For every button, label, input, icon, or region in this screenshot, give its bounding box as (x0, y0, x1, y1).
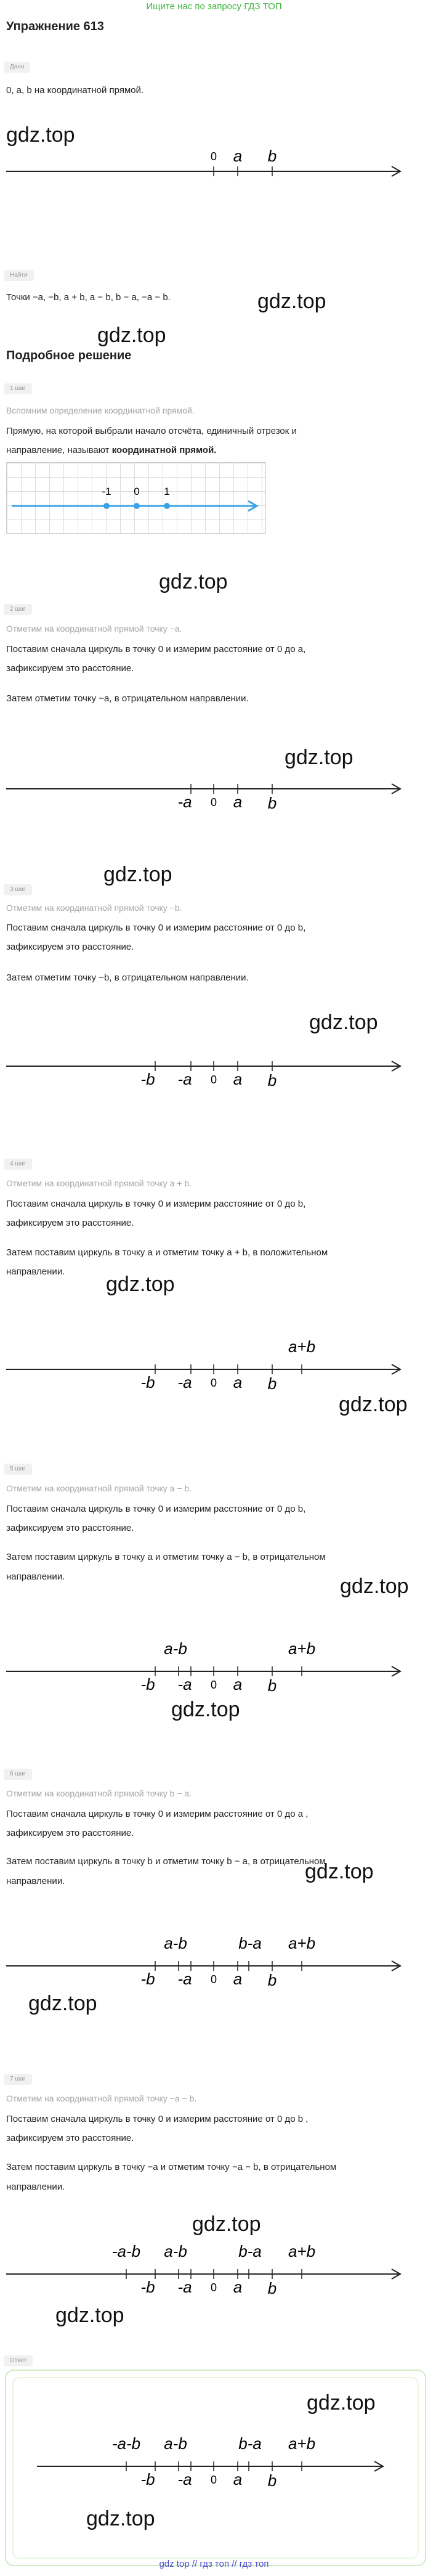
tick-label: a+b (288, 2242, 316, 2260)
tick-label: b-a (238, 2242, 262, 2260)
step-text: Затем поставим циркуль в точку −a и отметим точку −a − b, в отрицательном (6, 2162, 337, 2172)
watermark: gdz.top (103, 863, 172, 886)
tick-label: -b (140, 2278, 155, 2296)
tick-label: 0 (210, 796, 217, 809)
watermark: gdz.top (159, 570, 228, 593)
tick-label: 0 (210, 1377, 217, 1389)
watermark: gdz.top (307, 2391, 376, 2415)
tick-label: b (267, 2279, 277, 2297)
watermark: gdz.top (28, 1992, 97, 2015)
tick-label: a+b (288, 2434, 316, 2453)
step-hint: Отметим на координатной прямой точку a − b. (6, 1483, 192, 1493)
step-chip: 4 шаг (4, 1159, 32, 1170)
tick-label: -b (140, 1675, 155, 1694)
number-line-given (0, 142, 428, 188)
number-line-step-7 (0, 2230, 428, 2307)
tick-label: -a (177, 1070, 192, 1088)
tick-label: b (267, 2471, 277, 2490)
step-text: направлении. (6, 1266, 65, 1277)
step-text: зафиксируем это расстояние. (6, 942, 134, 952)
number-line-step-2 (0, 770, 428, 817)
tick-label: -a (177, 1675, 192, 1694)
tick-label: 0 (210, 150, 217, 163)
step-text: направлении. (6, 1571, 65, 1582)
step-text: направлении. (6, 1876, 65, 1886)
tick-label: -a (177, 2278, 192, 2296)
tick-label: -b (140, 2470, 155, 2488)
step-text: зафиксируем это расстояние. (6, 1828, 134, 1838)
step-hint: Вспомним определение координатной прямой. (6, 406, 195, 415)
tick-label: a-b (164, 1934, 187, 1952)
page-title: Упражнение 613 (6, 20, 104, 33)
step-text: Поставим сначала циркуль в точку 0 и измерим расстояние от 0 до b, (6, 1199, 306, 1209)
step-text: Поставим сначала циркуль в точку 0 и измерим расстояние от 0 до b , (6, 2114, 309, 2124)
tick-label: a (233, 1373, 243, 1392)
watermark: gdz.top (257, 290, 326, 313)
tick-label: a (233, 1970, 243, 1988)
tick-label: -b (140, 1070, 155, 1088)
tick-label: a (233, 147, 243, 165)
tick-label: b-a (238, 2434, 262, 2453)
step-text: Прямую, на которой выбрали начало отсчёта, единичный отрезок и (6, 426, 297, 436)
tick-label: a (233, 1675, 243, 1694)
tick-label: -a-b (111, 2434, 141, 2453)
tick-label: b-a (238, 1934, 262, 1952)
step-text: зафиксируем это расстояние. (6, 663, 134, 674)
given-text: 0, a, b на координатной прямой. (6, 85, 144, 96)
step-chip: 6 шаг (4, 1769, 32, 1780)
step-text: зафиксируем это расстояние. (6, 1523, 134, 1533)
step-text: Затем поставим циркуль в точку a и отметим точку a + b, в положительном (6, 1247, 328, 1258)
step-text: направлении. (6, 2182, 65, 2192)
step-text: Поставим сначала циркуль в точку 0 и измерим расстояние от 0 до b, (6, 923, 306, 933)
watermark: gdz.top (97, 324, 166, 347)
number-line-answer (0, 2422, 428, 2499)
step-hint: Отметим на координатной прямой точку −b. (6, 903, 182, 913)
step-text: Поставим сначала циркуль в точку 0 и измерим расстояние от 0 до a , (6, 1809, 309, 1819)
watermark: gdz.top (340, 1575, 409, 1598)
watermark: gdz.top (192, 2212, 261, 2236)
tick-label: a+b (288, 1337, 316, 1356)
step-text-bold: координатной прямой. (111, 445, 217, 455)
solution-title: Подробное решение (6, 349, 132, 362)
tick-label: -a (177, 1373, 192, 1392)
step-hint: Отметим на координатной прямой точку −a. (6, 624, 182, 634)
step-chip: 3 шаг (4, 884, 32, 895)
tick-label: b (267, 1971, 277, 1989)
step-text-plain: направление, называют (6, 445, 112, 455)
step-text: Затем отметим точку −b, в отрицательном направлении. (6, 972, 249, 983)
step-text: Затем поставим циркуль в точку a и отметим точку a − b, в отрицательном (6, 1552, 326, 1562)
step-text: Поставим сначала циркуль в точку 0 и измерим расстояние от 0 до b, (6, 1504, 306, 1514)
find-chip: Найти (4, 270, 34, 281)
number-line-step-6 (0, 1922, 428, 1999)
step-hint: Отметим на координатной прямой точку b − a. (6, 1788, 192, 1798)
watermark: gdz.top (309, 1011, 378, 1034)
watermark: gdz.top (285, 746, 353, 769)
footer-links[interactable]: gdz top // гдз топ // гдз топ (159, 2559, 269, 2569)
find-text: Точки −a, −b, a + b, a − b, b − a, −a − b. (6, 292, 171, 303)
tick-label: b (267, 147, 277, 165)
step-chip: 7 шаг (4, 2074, 32, 2085)
tick-label: -a (177, 1970, 192, 1988)
number-line-step-3 (0, 1048, 428, 1094)
step-text: Поставим сначала циркуль в точку 0 и измерим расстояние от 0 до a, (6, 644, 306, 654)
tick-label: a (233, 793, 243, 811)
step-text: Затем поставим циркуль в точку b и отметим точку b − a, в отрицательном (6, 1856, 326, 1867)
step-chip: 1 шаг (4, 383, 32, 394)
step-chip: 5 шаг (4, 1464, 32, 1475)
tick-label: a-b (164, 2242, 187, 2260)
tick-label: 0 (210, 1679, 217, 1691)
tick-label: a-b (164, 2434, 187, 2453)
step-text: зафиксируем это расстояние. (6, 1218, 134, 1228)
number-line-step-4 (0, 1325, 428, 1402)
tick-label: a+b (288, 1639, 316, 1658)
watermark: gdz.top (339, 1393, 408, 1416)
grid-label: -1 (102, 486, 111, 497)
grid-label: 1 (164, 486, 170, 497)
watermark: gdz.top (86, 2507, 155, 2530)
watermark: gdz.top (55, 2304, 124, 2327)
step-text (6, 445, 216, 455)
tick-label: b (267, 1374, 277, 1393)
step-hint: Отметим на координатной прямой точку −a − b. (6, 2093, 197, 2103)
step-text: зафиксируем это расстояние. (6, 2133, 134, 2143)
tick-label: 0 (210, 2281, 217, 2294)
answer-chip: Ответ (4, 2355, 33, 2366)
step-hint: Отметим на координатной прямой точку a + b. (6, 1178, 192, 1188)
tick-label: -a-b (111, 2242, 141, 2260)
tick-label: -b (140, 1970, 155, 1988)
step-chip: 2 шаг (4, 604, 32, 615)
grid-label: 0 (134, 486, 140, 497)
watermark: gdz.top (106, 1273, 175, 1296)
tick-label: b (267, 794, 277, 812)
watermark: gdz.top (171, 1698, 240, 1721)
given-chip: Дано (4, 62, 30, 73)
number-line-step-5 (0, 1627, 428, 1704)
top-search-link[interactable]: Ищите нас по запросу ГДЗ ТОП (146, 1, 282, 12)
watermark: gdz.top (6, 123, 75, 147)
step-text: Затем отметим точку −a, в отрицательном направлении. (6, 693, 249, 704)
watermark: gdz.top (305, 1860, 374, 1883)
tick-label: a (233, 2470, 243, 2488)
tick-label: -b (140, 1373, 155, 1392)
tick-label: 0 (210, 1973, 217, 1986)
coordinate-grid (6, 462, 266, 534)
tick-label: 0 (210, 1074, 217, 1086)
tick-label: a-b (164, 1639, 187, 1658)
tick-label: -a (177, 793, 192, 811)
tick-label: a (233, 2278, 243, 2296)
tick-label: -a (177, 2470, 192, 2488)
tick-label: a+b (288, 1934, 316, 1952)
tick-label: 0 (210, 2474, 217, 2486)
tick-label: a (233, 1070, 243, 1088)
tick-label: b (267, 1071, 277, 1090)
tick-label: b (267, 1676, 277, 1695)
